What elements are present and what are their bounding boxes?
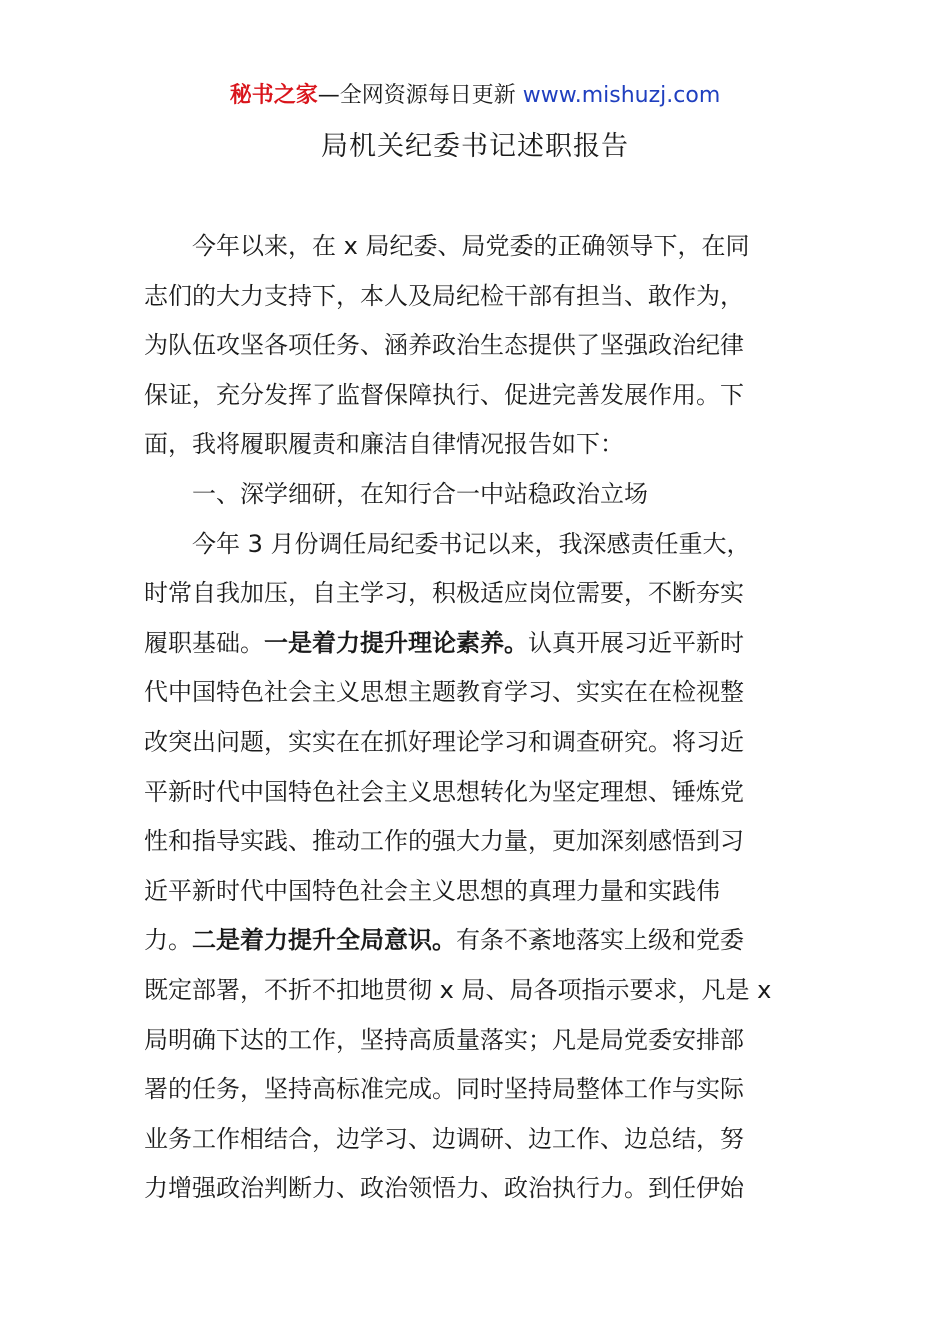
text-segment: 平新时代中国特色社会主义思想转化为坚定理想、锤炼党 [144,777,744,806]
text-line [144,1016,809,1066]
text-line [144,668,809,718]
text-segment: 今年 3 月份调任局纪委书记以来，我深感责任重大， [192,529,751,558]
text-segment: 有条不紊地落实上级和党委 [456,926,744,955]
text-line [144,371,809,421]
text-segment: 改突出问题，实实在在抓好理论学习和调查研究。将习近 [144,727,744,756]
text-segment: 代中国特色社会主义思想主题教育学习、实实在在检视整 [144,678,744,707]
bold-heading-phrase: 一是着力提升理论素养。 [264,628,528,657]
text-segment: 署的任务，坚持高标准完成。同时坚持局整体工作与实际 [144,1075,744,1104]
text-segment: 履职基础。 [144,628,264,657]
text-line [144,966,809,1016]
text-line [144,520,809,570]
site-header [0,80,950,112]
document-title: 局机关纪委书记述职报告 [321,131,629,162]
text-segment: 局明确下达的工作，坚持高质量落实；凡是局党委安排部 [144,1025,744,1054]
text-line [144,1065,809,1115]
text-segment: 志们的大力支持下，本人及局纪检干部有担当、敢作为， [144,281,744,310]
text-line [144,321,809,371]
text-line [144,420,809,470]
text-segment: 力。 [144,926,192,955]
site-brand: 秘书之家 [229,83,318,108]
text-segment: 一、深学细研，在知行合一中站稳政治立场 [192,479,648,508]
text-segment: 面，我将履职履责和廉洁自律情况报告如下： [144,430,624,459]
text-line [144,470,809,520]
text-line [144,1164,809,1214]
text-line [144,817,809,867]
text-line [144,1115,809,1165]
text-segment: 时常自我加压，自主学习，积极适应岗位需要，不断夯实 [144,579,744,608]
site-url-link[interactable]: www.mishuzj.com [522,83,721,108]
text-line [144,272,809,322]
bold-heading-phrase: 二是着力提升全局意识。 [192,926,456,955]
text-line [144,768,809,818]
site-tagline: —全网资源每日更新 [317,83,523,108]
text-segment: 认真开展习近平新时 [528,628,744,657]
text-line [144,619,809,669]
text-line [144,222,809,272]
text-segment: 力增强政治判断力、政治领悟力、政治执行力。到任伊始 [144,1174,744,1203]
document-body [144,222,809,1214]
text-segment: 今年以来，在 x 局纪委、局党委的正确领导下，在同 [192,232,750,260]
text-line [144,867,809,917]
text-segment: 为队伍攻坚各项任务、涵养政治生态提供了坚强政治纪律 [144,331,744,360]
text-segment: 既定部署，不折不扣地贯彻 x 局、局各项指示要求，凡是 x [144,975,772,1004]
text-line [144,718,809,768]
text-segment: 性和指导实践、推动工作的强大力量，更加深刻感悟到习 [144,827,744,856]
text-line [144,916,809,966]
text-segment: 保证，充分发挥了监督保障执行、促进完善发展作用。下 [144,380,744,409]
text-segment: 业务工作相结合，边学习、边调研、边工作、边总结，努 [144,1124,744,1153]
text-segment: 近平新时代中国特色社会主义思想的真理力量和实践伟 [144,876,720,905]
text-line [144,569,809,619]
